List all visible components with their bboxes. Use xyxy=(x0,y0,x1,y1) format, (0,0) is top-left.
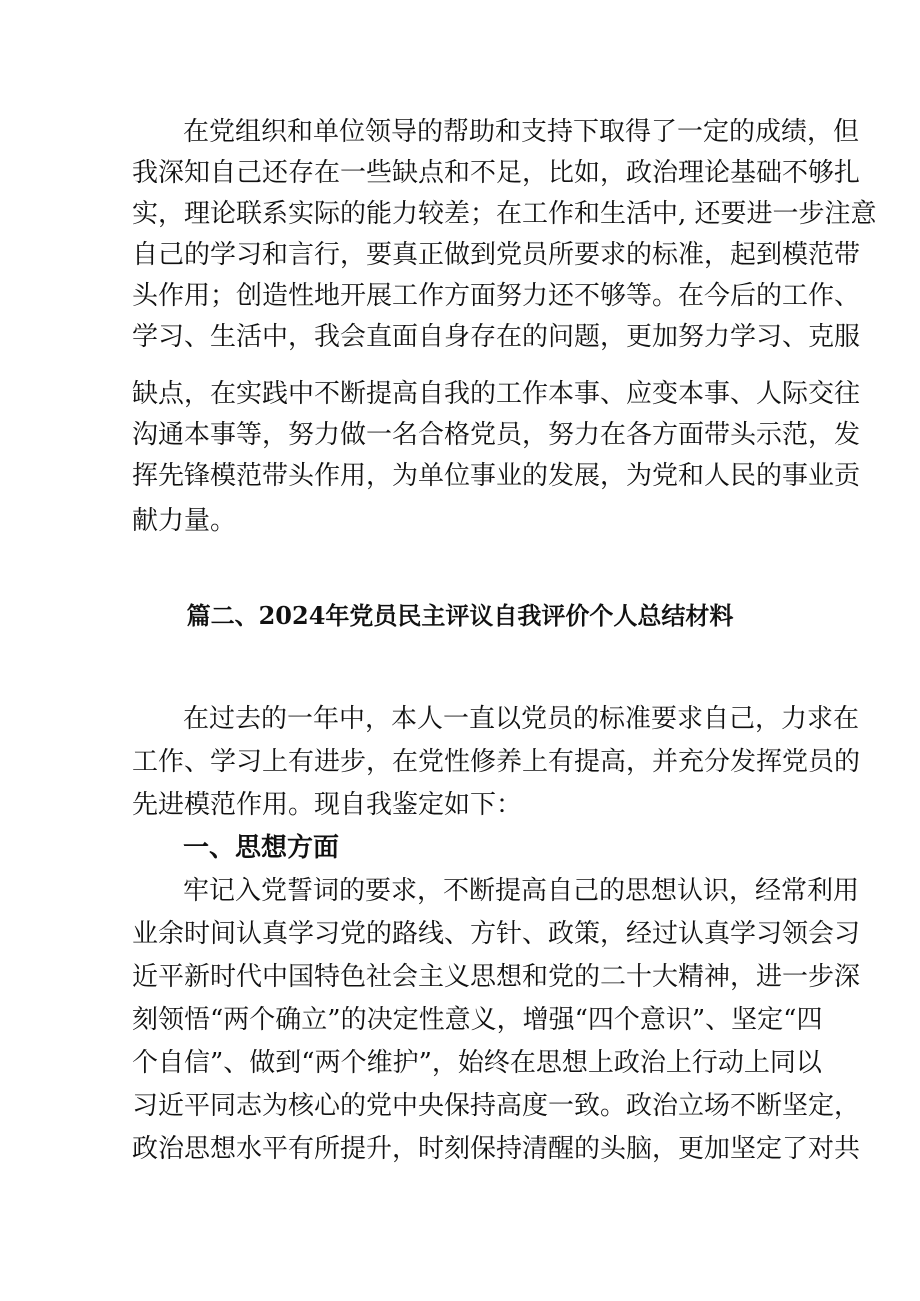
paragraph-3-line: 业余时间认真学习党的路线、方针、政策，经过认真学习领会习 xyxy=(132,919,861,949)
paragraph-3-line: 政治思想水平有所提升，时刻保持清醒的头脑，更加坚定了对共 xyxy=(132,1134,861,1164)
paragraph-2-line: 在过去的一年中，本人一直以党员的标准要求自己，力求在 xyxy=(183,704,860,734)
section-title: 篇二、2024年党员民主评议自我评价个人总结材料 xyxy=(186,601,734,630)
paragraph-1-line: 献力量。 xyxy=(132,506,237,536)
paragraph-1-line: 学习、生活中，我会直面自身存在的问题，更加努力学习、克服 xyxy=(132,322,861,352)
paragraph-3-line: 个自信”、做到“两个维护”，始终在思想上政治上行动上同以 xyxy=(132,1048,822,1078)
paragraph-2-line: 先进模范作用。现自我鉴定如下： xyxy=(132,790,523,820)
paragraph-1-line: 在党组织和单位领导的帮助和支持下取得了一定的成绩，但 xyxy=(183,117,860,147)
paragraph-2-line: 工作、学习上有进步，在党性修养上有提高，并充分发挥党员的 xyxy=(132,747,861,777)
paragraph-1-line: 实，理论联系实际的能力较差；在工作和生活中, 还要进一步注意 xyxy=(132,199,877,229)
paragraph-1-line: 缺点，在实践中不断提高自我的工作本事、应变本事、人际交往 xyxy=(132,379,861,409)
paragraph-1-line: 沟通本事等，努力做一名合格党员，努力在各方面带头示范，发 xyxy=(132,420,861,450)
paragraph-3-line: 牢记入党誓词的要求，不断提高自己的思想认识，经常利用 xyxy=(183,876,860,906)
paragraph-1-line: 我深知自己还存在一些缺点和不足，比如，政治理论基础不够扎 xyxy=(132,158,861,188)
paragraph-3-line: 近平新时代中国特色社会主义思想和党的二十大精神，进一步深 xyxy=(132,962,861,992)
paragraph-1-line: 挥先锋模范带头作用，为单位事业的发展，为党和人民的事业贡 xyxy=(132,461,861,491)
paragraph-1-line: 自己的学习和言行，要真正做到党员所要求的标准，起到模范带 xyxy=(132,240,861,270)
paragraph-3-line: 习近平同志为核心的党中央保持高度一致。政治立场不断坚定， xyxy=(132,1091,861,1121)
paragraph-3-line: 刻领悟“两个确立”的决定性意义，增强“四个意识”、坚定“四 xyxy=(132,1005,823,1035)
subheading-thought: 一、思想方面 xyxy=(183,833,340,863)
paragraph-1-line: 头作用；创造性地开展工作方面努力还不够等。在今后的工作、 xyxy=(132,281,861,311)
